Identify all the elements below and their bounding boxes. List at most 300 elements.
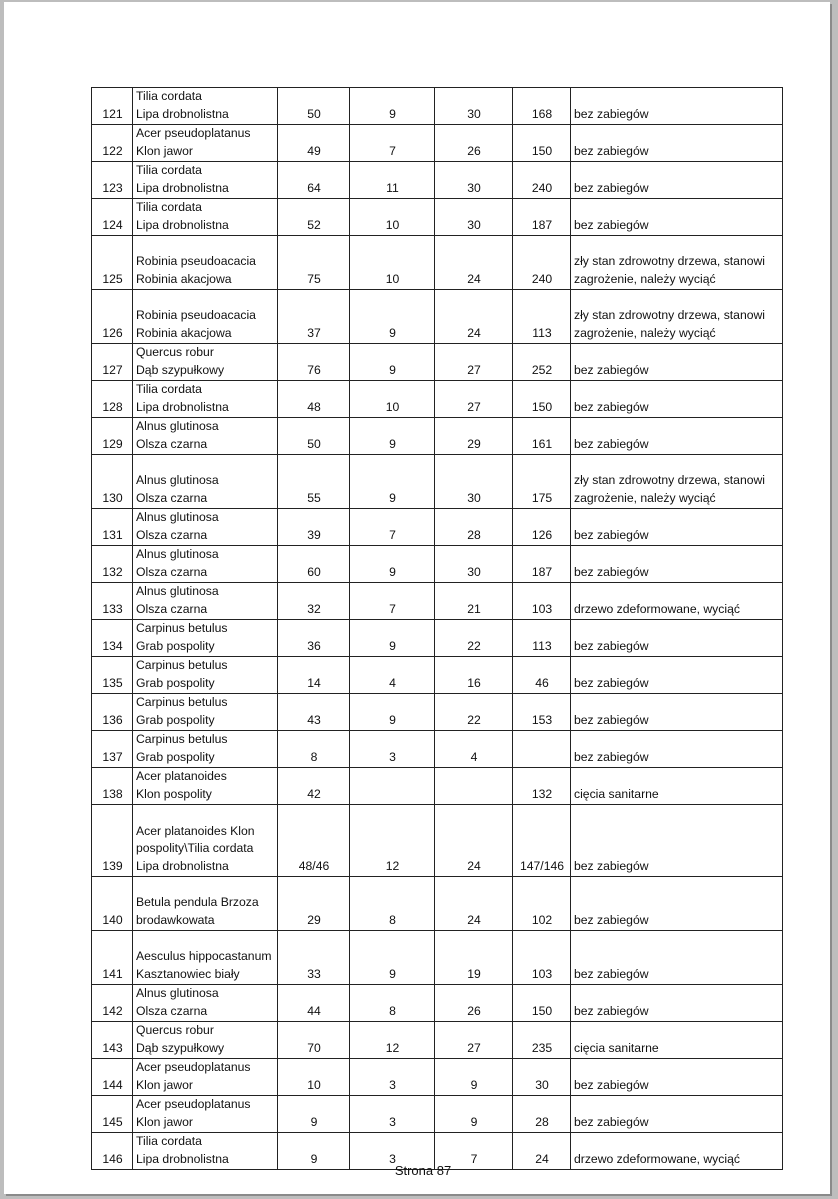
measure-cell-c1 xyxy=(278,731,350,768)
measure-value: 48/46 xyxy=(298,858,330,873)
species-polish-name: Olsza czarna xyxy=(136,527,208,542)
measure-cell-c2 xyxy=(350,694,435,731)
recommendation-cell xyxy=(571,768,783,805)
measure-value: 9 xyxy=(310,1114,318,1129)
measure-cell-c2 xyxy=(350,985,435,1022)
recommendation-cell xyxy=(571,877,783,931)
table-row xyxy=(92,344,783,381)
measure-value: 24 xyxy=(467,858,481,873)
tree-number-cell xyxy=(92,509,133,546)
measure-value: 30 xyxy=(467,217,481,232)
measure-cell-c2 xyxy=(350,236,435,290)
recommendation-text: bez zabiegów xyxy=(574,749,649,764)
measure-cell-c1 xyxy=(278,768,350,805)
recommendation-text: bez zabiegów xyxy=(574,362,649,377)
tree-number: 136 xyxy=(102,712,123,727)
measure-cell-c1 xyxy=(278,455,350,509)
species-cell xyxy=(133,290,278,344)
measure-value: 26 xyxy=(467,1003,481,1018)
species-cell xyxy=(133,344,278,381)
measure-cell-c3 xyxy=(435,877,513,931)
measure-value: 7 xyxy=(389,601,396,616)
measure-value: 29 xyxy=(307,912,321,927)
measure-cell-c4 xyxy=(513,805,571,877)
species-latin-name: Carpinus betulus xyxy=(136,621,228,635)
recommendation-cell xyxy=(571,657,783,694)
table-row xyxy=(92,162,783,199)
measure-cell-c1 xyxy=(278,546,350,583)
species-latin-name: Acer platanoides Klon pospolity\Tilia cordata xyxy=(136,823,255,855)
measure-value: 28 xyxy=(535,1114,549,1129)
measure-value: 70 xyxy=(307,1040,321,1055)
measure-cell-c3 xyxy=(435,88,513,125)
species-cell xyxy=(133,583,278,620)
species-polish-name: Kasztanowiec biały xyxy=(136,966,240,981)
tree-number-cell xyxy=(92,125,133,162)
species-latin-name: Robinia pseudoacacia xyxy=(136,254,256,268)
recommendation-text: bez zabiegów xyxy=(574,180,649,195)
table-row xyxy=(92,657,783,694)
species-polish-name: Grab pospolity xyxy=(136,749,215,764)
measure-value: 30 xyxy=(467,106,481,121)
measure-value: 187 xyxy=(531,217,553,232)
recommendation-text: bez zabiegów xyxy=(574,966,649,981)
measure-value: 126 xyxy=(531,527,553,542)
measure-value: 36 xyxy=(307,638,321,653)
species-latin-name: Alnus glutinosa xyxy=(136,419,219,433)
table-row xyxy=(92,509,783,546)
measure-value: 24 xyxy=(467,271,481,286)
measure-value: 11 xyxy=(386,180,399,195)
species-cell xyxy=(133,1096,278,1133)
measure-value: 8 xyxy=(389,1003,396,1018)
measure-value: 150 xyxy=(531,143,553,158)
measure-cell-c4 xyxy=(513,1059,571,1096)
tree-number: 134 xyxy=(102,638,123,653)
measure-value: 64 xyxy=(307,180,321,195)
measure-value: 22 xyxy=(467,712,481,727)
table-row xyxy=(92,88,783,125)
species-latin-name: Alnus glutinosa xyxy=(136,986,219,1000)
measure-value: 29 xyxy=(467,436,481,451)
measure-value: 9 xyxy=(470,1114,478,1129)
species-cell xyxy=(133,768,278,805)
measure-cell-c1 xyxy=(278,694,350,731)
measure-cell-c2 xyxy=(350,344,435,381)
table-row xyxy=(92,985,783,1022)
measure-value: 27 xyxy=(467,362,481,377)
species-latin-name: Carpinus betulus xyxy=(136,732,228,746)
recommendation-cell xyxy=(571,125,783,162)
measure-cell-c3 xyxy=(435,805,513,877)
recommendation-text: zły stan zdrowotny drzewa, stanowi zagrożenie, należy wyciąć xyxy=(574,473,766,505)
tree-number-cell xyxy=(92,1059,133,1096)
measure-cell-c1 xyxy=(278,199,350,236)
measure-value: 187 xyxy=(531,564,553,579)
measure-cell-c4 xyxy=(513,381,571,418)
table-row xyxy=(92,418,783,455)
measure-value: 44 xyxy=(307,1003,321,1018)
tree-number-cell xyxy=(92,546,133,583)
measure-cell-c4 xyxy=(513,731,571,768)
species-polish-name: Olsza czarna xyxy=(136,436,208,451)
recommendation-text: bez zabiegów xyxy=(574,527,649,542)
measure-value: 21 xyxy=(467,601,481,616)
recommendation-cell xyxy=(571,805,783,877)
measure-value: 7 xyxy=(389,527,396,542)
table-row xyxy=(92,1022,783,1059)
measure-value: 10 xyxy=(385,271,400,286)
recommendation-cell xyxy=(571,931,783,985)
measure-cell-c4 xyxy=(513,290,571,344)
species-latin-name: Tilia cordata xyxy=(136,1134,202,1148)
measure-cell-c3 xyxy=(435,199,513,236)
tree-number: 133 xyxy=(102,601,123,616)
measure-value: 9 xyxy=(389,106,396,121)
species-polish-name: Lipa drobnolistna xyxy=(136,180,229,195)
table-row xyxy=(92,583,783,620)
species-polish-name: Klon jawor xyxy=(136,1077,193,1092)
measure-value: 9 xyxy=(389,436,396,451)
measure-cell-c2 xyxy=(350,1059,435,1096)
measure-value: 60 xyxy=(307,564,321,579)
tree-number-cell xyxy=(92,583,133,620)
measure-cell-c3 xyxy=(435,455,513,509)
species-cell xyxy=(133,509,278,546)
measure-value: 27 xyxy=(467,1040,481,1055)
measure-cell-c1 xyxy=(278,931,350,985)
recommendation-cell xyxy=(571,88,783,125)
table-row xyxy=(92,877,783,931)
document-page xyxy=(4,2,830,1194)
species-polish-name: Klon pospolity xyxy=(136,786,212,801)
tree-number: 140 xyxy=(102,912,123,927)
measure-value: 22 xyxy=(467,638,481,653)
measure-value: 8 xyxy=(389,912,396,927)
measure-cell-c1 xyxy=(278,805,350,877)
tree-number: 125 xyxy=(102,271,123,286)
measure-value: 10 xyxy=(385,399,400,414)
measure-cell-c2 xyxy=(350,162,435,199)
species-cell xyxy=(133,236,278,290)
measure-value: 30 xyxy=(467,564,481,579)
species-latin-name: Acer pseudoplatanus xyxy=(136,1060,251,1074)
species-latin-name: Alnus glutinosa xyxy=(136,473,219,487)
measure-value: 30 xyxy=(467,180,481,195)
tree-number: 122 xyxy=(102,143,123,158)
table-row xyxy=(92,694,783,731)
measure-cell-c4 xyxy=(513,1022,571,1059)
species-polish-name: Klon jawor xyxy=(136,1114,193,1129)
measure-cell-c3 xyxy=(435,657,513,694)
measure-value: 4 xyxy=(389,675,396,690)
measure-cell-c2 xyxy=(350,88,435,125)
tree-number-cell xyxy=(92,1022,133,1059)
measure-value: 12 xyxy=(385,1040,400,1055)
recommendation-text: cięcia sanitarne xyxy=(574,1040,659,1055)
species-polish-name: Grab pospolity xyxy=(136,638,215,653)
species-polish-name: Robinia akacjowa xyxy=(136,271,232,286)
measure-value: 48 xyxy=(307,399,321,414)
measure-cell-c4 xyxy=(513,125,571,162)
measure-value: 150 xyxy=(531,1003,553,1018)
measure-value: 103 xyxy=(531,966,553,981)
measure-cell-c2 xyxy=(350,125,435,162)
tree-inventory-table xyxy=(91,87,783,1170)
measure-value: 26 xyxy=(467,143,481,158)
recommendation-cell xyxy=(571,199,783,236)
measure-cell-c1 xyxy=(278,620,350,657)
tree-number: 123 xyxy=(102,180,123,195)
species-polish-name: Dąb szypułkowy xyxy=(136,1040,225,1055)
measure-cell-c1 xyxy=(278,125,350,162)
tree-number: 146 xyxy=(102,1151,123,1166)
measure-value: 42 xyxy=(307,786,321,801)
recommendation-text: bez zabiegów xyxy=(574,106,649,121)
measure-value: 12 xyxy=(385,858,400,873)
species-latin-name: Acer pseudoplatanus xyxy=(136,1097,251,1111)
species-cell xyxy=(133,162,278,199)
species-polish-name: Lipa drobnolistna xyxy=(136,399,229,414)
tree-number: 130 xyxy=(102,490,123,505)
measure-cell-c1 xyxy=(278,583,350,620)
species-polish-name: brodawkowata xyxy=(136,912,215,927)
species-polish-name: Lipa drobnolistna xyxy=(136,217,229,232)
measure-value: 55 xyxy=(307,490,321,505)
measure-value: 39 xyxy=(307,527,321,542)
measure-cell-c1 xyxy=(278,236,350,290)
measure-cell-c4 xyxy=(513,546,571,583)
table-row xyxy=(92,805,783,877)
measure-cell-c3 xyxy=(435,236,513,290)
tree-number: 132 xyxy=(102,564,123,579)
measure-value: 153 xyxy=(531,712,553,727)
measure-value: 9 xyxy=(389,325,396,340)
tree-number-cell xyxy=(92,657,133,694)
table-row xyxy=(92,236,783,290)
measure-value: 49 xyxy=(307,143,321,158)
measure-value: 9 xyxy=(389,564,396,579)
measure-value: 9 xyxy=(389,638,396,653)
recommendation-text: bez zabiegów xyxy=(574,399,649,414)
measure-cell-c1 xyxy=(278,509,350,546)
recommendation-cell xyxy=(571,381,783,418)
recommendation-cell xyxy=(571,1059,783,1096)
measure-cell-c2 xyxy=(350,1022,435,1059)
recommendation-cell xyxy=(571,1022,783,1059)
measure-value: 147/146 xyxy=(519,858,565,873)
tree-number: 128 xyxy=(102,399,123,414)
species-polish-name: Olsza czarna xyxy=(136,490,208,505)
species-polish-name: Olsza czarna xyxy=(136,564,208,579)
recommendation-text: bez zabiegów xyxy=(574,858,649,873)
table-row xyxy=(92,1096,783,1133)
species-latin-name: Robinia pseudoacacia xyxy=(136,308,256,322)
recommendation-cell xyxy=(571,509,783,546)
measure-value: 3 xyxy=(389,1077,396,1092)
measure-value: 9 xyxy=(389,966,396,981)
measure-value: 3 xyxy=(389,1114,396,1129)
measure-value: 10 xyxy=(307,1077,321,1092)
species-latin-name: Carpinus betulus xyxy=(136,695,228,709)
measure-cell-c2 xyxy=(350,583,435,620)
recommendation-cell xyxy=(571,236,783,290)
species-polish-name: Klon jawor xyxy=(136,143,193,158)
measure-value: 32 xyxy=(307,601,321,616)
recommendation-cell xyxy=(571,985,783,1022)
species-cell xyxy=(133,620,278,657)
tree-number: 142 xyxy=(102,1003,123,1018)
measure-cell-c3 xyxy=(435,1096,513,1133)
measure-cell-c4 xyxy=(513,985,571,1022)
species-cell xyxy=(133,985,278,1022)
tree-number-cell xyxy=(92,381,133,418)
measure-cell-c2 xyxy=(350,290,435,344)
species-latin-name: Aesculus hippocastanum xyxy=(136,949,272,963)
measure-cell-c2 xyxy=(350,931,435,985)
measure-cell-c1 xyxy=(278,162,350,199)
recommendation-text: bez zabiegów xyxy=(574,1114,649,1129)
measure-cell-c2 xyxy=(350,455,435,509)
measure-value: 103 xyxy=(531,601,553,616)
measure-value: 3 xyxy=(389,1151,396,1166)
measure-cell-c1 xyxy=(278,418,350,455)
measure-value: 16 xyxy=(467,675,481,690)
table-row xyxy=(92,731,783,768)
measure-cell-c4 xyxy=(513,931,571,985)
table-row xyxy=(92,546,783,583)
recommendation-text: zły stan zdrowotny drzewa, stanowi zagrożenie, należy wyciąć xyxy=(574,308,766,340)
recommendation-cell xyxy=(571,620,783,657)
measure-cell-c1 xyxy=(278,344,350,381)
recommendation-text: drzewo zdeformowane, wyciąć xyxy=(574,1151,740,1166)
measure-cell-c2 xyxy=(350,731,435,768)
measure-cell-c4 xyxy=(513,1096,571,1133)
measure-cell-c2 xyxy=(350,418,435,455)
tree-number-cell xyxy=(92,290,133,344)
measure-cell-c2 xyxy=(350,1096,435,1133)
recommendation-cell xyxy=(571,290,783,344)
measure-cell-c2 xyxy=(350,620,435,657)
species-polish-name: Olsza czarna xyxy=(136,1003,208,1018)
recommendation-text: drzewo zdeformowane, wyciąć xyxy=(574,601,740,616)
measure-cell-c3 xyxy=(435,694,513,731)
measure-value: 30 xyxy=(467,490,481,505)
tree-number: 131 xyxy=(102,527,123,542)
measure-cell-c4 xyxy=(513,455,571,509)
measure-cell-c4 xyxy=(513,620,571,657)
measure-value: 7 xyxy=(389,143,396,158)
measure-cell-c3 xyxy=(435,162,513,199)
tree-number-cell xyxy=(92,199,133,236)
measure-cell-c1 xyxy=(278,381,350,418)
measure-cell-c4 xyxy=(513,88,571,125)
species-polish-name: Lipa drobnolistna xyxy=(136,858,229,873)
tree-number: 126 xyxy=(102,325,123,340)
measure-value: 132 xyxy=(531,786,553,801)
species-cell xyxy=(133,731,278,768)
species-polish-name: Lipa drobnolistna xyxy=(136,106,229,121)
measure-value: 240 xyxy=(531,180,553,195)
tree-number-cell xyxy=(92,1096,133,1133)
tree-number-cell xyxy=(92,768,133,805)
measure-value: 50 xyxy=(307,436,321,451)
measure-value: 8 xyxy=(310,749,318,764)
measure-value: 75 xyxy=(307,271,321,286)
measure-value: 150 xyxy=(531,399,553,414)
species-latin-name: Carpinus betulus xyxy=(136,658,228,672)
measure-cell-c3 xyxy=(435,381,513,418)
measure-cell-c2 xyxy=(350,768,435,805)
measure-value: 24 xyxy=(535,1151,549,1166)
measure-cell-c3 xyxy=(435,418,513,455)
species-cell xyxy=(133,199,278,236)
species-latin-name: Betula pendula Brzoza xyxy=(136,895,259,909)
measure-cell-c1 xyxy=(278,985,350,1022)
measure-cell-c2 xyxy=(350,509,435,546)
measure-cell-c3 xyxy=(435,768,513,805)
tree-number: 129 xyxy=(102,436,123,451)
measure-value: 235 xyxy=(531,1040,553,1055)
species-polish-name: Dąb szypułkowy xyxy=(136,362,225,377)
tree-number-cell xyxy=(92,985,133,1022)
species-polish-name: Lipa drobnolistna xyxy=(136,1151,229,1166)
recommendation-cell xyxy=(571,418,783,455)
measure-cell-c3 xyxy=(435,583,513,620)
measure-cell-c4 xyxy=(513,418,571,455)
recommendation-text: bez zabiegów xyxy=(574,638,649,653)
recommendation-text: cięcia sanitarne xyxy=(574,786,659,801)
measure-value: 24 xyxy=(467,325,481,340)
measure-value: 113 xyxy=(532,325,552,340)
tree-number: 127 xyxy=(102,362,123,377)
tree-number-cell xyxy=(92,694,133,731)
measure-value: 113 xyxy=(532,638,552,653)
table-row xyxy=(92,931,783,985)
table-row xyxy=(92,199,783,236)
measure-value: 30 xyxy=(535,1077,549,1092)
species-latin-name: Tilia cordata xyxy=(136,200,202,214)
measure-cell-c4 xyxy=(513,199,571,236)
measure-cell-c3 xyxy=(435,1022,513,1059)
tree-number: 143 xyxy=(102,1040,123,1055)
species-latin-name: Quercus robur xyxy=(136,1023,214,1037)
tree-number-cell xyxy=(92,236,133,290)
tree-number: 137 xyxy=(102,749,123,764)
measure-value: 28 xyxy=(467,527,481,542)
species-cell xyxy=(133,694,278,731)
measure-cell-c4 xyxy=(513,694,571,731)
tree-number-cell xyxy=(92,162,133,199)
measure-cell-c1 xyxy=(278,1022,350,1059)
tree-number-cell xyxy=(92,455,133,509)
measure-cell-c2 xyxy=(350,805,435,877)
measure-cell-c4 xyxy=(513,877,571,931)
species-latin-name: Tilia cordata xyxy=(136,382,202,396)
measure-value: 19 xyxy=(467,966,481,981)
measure-cell-c3 xyxy=(435,731,513,768)
recommendation-text: bez zabiegów xyxy=(574,436,649,451)
measure-cell-c4 xyxy=(513,236,571,290)
table-row xyxy=(92,620,783,657)
species-cell xyxy=(133,125,278,162)
measure-cell-c4 xyxy=(513,657,571,694)
measure-cell-c3 xyxy=(435,290,513,344)
species-cell xyxy=(133,657,278,694)
measure-cell-c3 xyxy=(435,985,513,1022)
measure-cell-c2 xyxy=(350,877,435,931)
recommendation-text: bez zabiegów xyxy=(574,217,649,232)
